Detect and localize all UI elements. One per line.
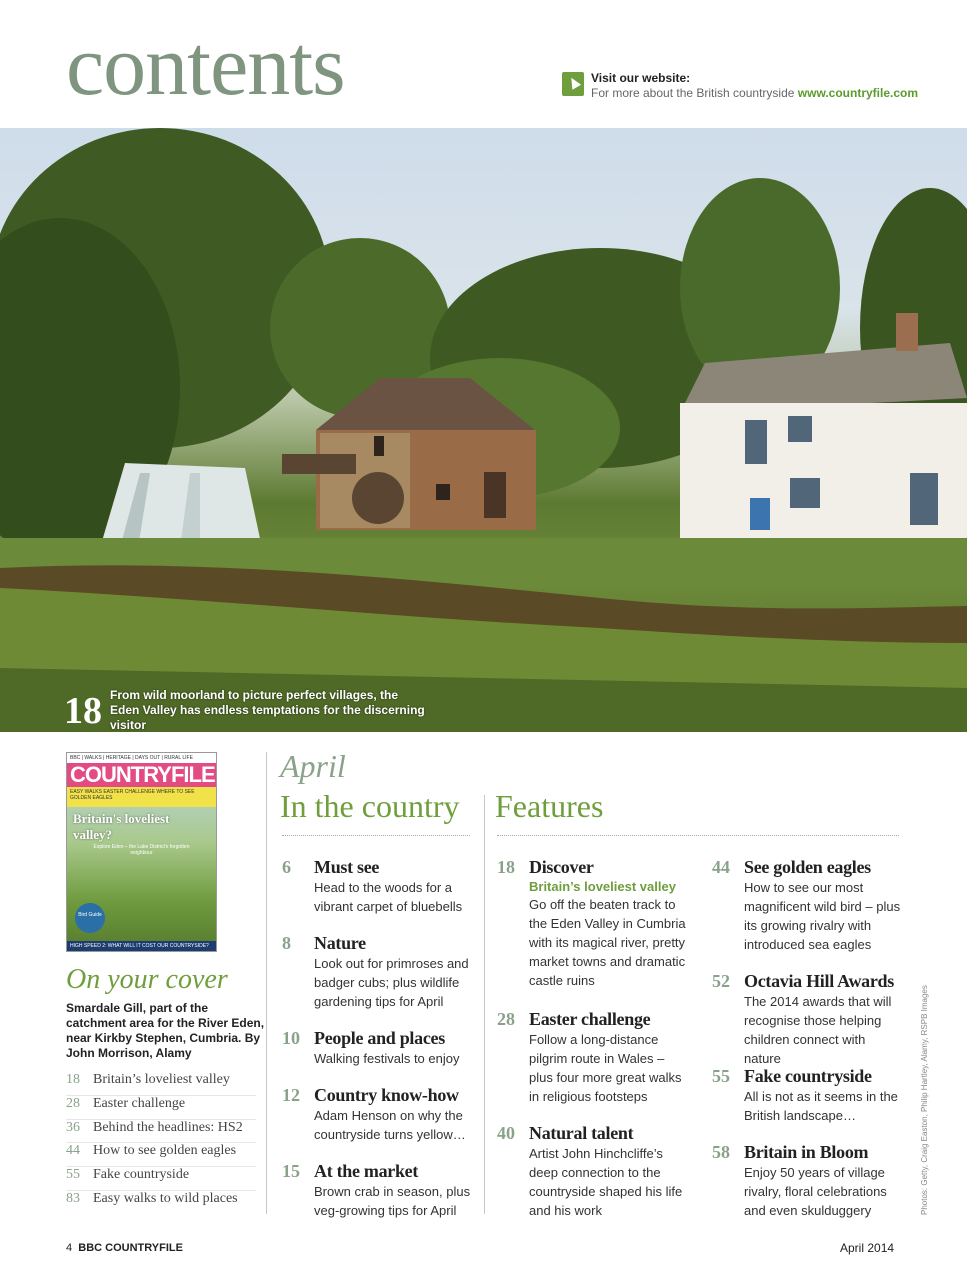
list-item-title: How to see golden eagles — [93, 1143, 237, 1159]
entry-title: See golden eagles — [744, 857, 871, 877]
list-item-title: Easter challenge — [93, 1095, 186, 1111]
website-desc: For more about the British countryside — [591, 86, 795, 100]
entry-title: Easter challenge — [529, 1009, 651, 1029]
entry-page-number: 10 — [282, 1028, 300, 1048]
website-promo[interactable] — [562, 71, 918, 101]
list-item[interactable] — [66, 1096, 256, 1120]
entry-page-number: 28 — [497, 1009, 515, 1029]
entry-page-number: 18 — [497, 857, 515, 877]
contents-entry[interactable] — [282, 856, 474, 916]
website-url[interactable]: www.countryfile.com — [797, 86, 919, 100]
entry-description: Brown crab in season, plus veg-growing tips for April — [314, 1184, 471, 1218]
column-divider — [266, 752, 267, 1214]
cover-headline: Britain's loveliest valley? — [73, 811, 170, 842]
cover-logo: COUNTRYFILE — [67, 763, 216, 787]
entry-title: Nature — [314, 933, 366, 953]
entry-title: Must see — [314, 857, 380, 877]
page-number: 4 — [66, 1242, 73, 1254]
contents-entry[interactable] — [282, 1084, 474, 1144]
entry-title: Fake countryside — [744, 1066, 872, 1086]
cover-strip: EASY WALKS EASTER CHALLENGE WHERE TO SEE GOLDEN EAGLES — [67, 787, 216, 807]
issue-month: April — [280, 748, 346, 784]
on-your-cover-title: On your cover — [66, 964, 228, 995]
list-item[interactable] — [66, 1143, 256, 1167]
entry-description: Head to the woods for a vibrant carpet of bluebells — [314, 880, 463, 914]
photo-credit: Photos: Getty, Craig Easton, Philip Hartley, Alamy, RSPB Images — [920, 985, 929, 1215]
website-title: Visit our website: — [591, 71, 691, 85]
cover-top-strip: BBC | WALKS | HERITAGE | DAYS OUT | RURAL LIFE — [67, 753, 216, 763]
contents-entry[interactable] — [282, 932, 474, 1011]
section-rule — [497, 835, 899, 836]
column-divider — [484, 795, 485, 1214]
entry-description: Enjoy 50 years of village rivalry, floral celebrations and even skulduggery — [744, 1165, 887, 1218]
entry-page-number: 58 — [712, 1142, 730, 1162]
hero-photo — [0, 128, 967, 732]
list-item[interactable] — [66, 1072, 256, 1096]
contents-entry[interactable] — [282, 1027, 474, 1068]
entry-description: Adam Henson on why the countryside turns yellow… — [314, 1108, 466, 1142]
list-item-number: 36 — [66, 1119, 80, 1135]
contents-entry[interactable] — [497, 1008, 689, 1106]
contents-entry[interactable] — [712, 1141, 904, 1220]
contents-entry[interactable] — [712, 1065, 904, 1125]
entry-description: The 2014 awards that will recognise those helping children connect with nature — [744, 994, 892, 1066]
page-title: contents — [66, 17, 345, 113]
entry-description: Artist John Hinchcliffe’s deep connection to the countryside shaped his life and his work — [529, 1146, 683, 1218]
list-item-title: Easy walks to wild places — [93, 1190, 238, 1206]
issue-date: April 2014 — [840, 1241, 895, 1255]
entry-description: All is not as it seems in the British landscape… — [744, 1089, 898, 1123]
entry-page-number: 6 — [282, 857, 291, 877]
entry-title: Britain in Bloom — [744, 1142, 869, 1162]
contents-entry[interactable] — [712, 970, 904, 1068]
cover-badge: Bird Guide — [75, 903, 105, 933]
entry-page-number: 15 — [282, 1161, 300, 1181]
list-item[interactable] — [66, 1120, 256, 1144]
cover-subhead: Explore Eden – the Lake District's forgotten neighbour — [93, 844, 190, 856]
entry-page-number: 44 — [712, 857, 730, 877]
entry-description: Go off the beaten track to the Eden Valley in Cumbria with its magical river, pretty market towns and dramatic castle ruins — [529, 897, 686, 988]
list-item-title: Britain’s loveliest valley — [93, 1072, 230, 1087]
footer-left — [66, 1242, 183, 1254]
list-item-title: Behind the headlines: HS2 — [93, 1119, 243, 1135]
list-item-number: 83 — [66, 1190, 80, 1206]
list-item-number: 44 — [66, 1143, 80, 1159]
entry-title: Octavia Hill Awards — [744, 971, 894, 991]
entry-description: Walking festivals to enjoy — [314, 1051, 460, 1066]
contents-entry[interactable] — [497, 1122, 689, 1220]
entry-title: Natural talent — [529, 1123, 634, 1143]
entry-page-number: 52 — [712, 971, 730, 991]
list-item-number: 55 — [66, 1167, 80, 1183]
cover-list — [66, 1072, 256, 1215]
entry-title: Discover — [529, 857, 594, 877]
contents-entry[interactable] — [712, 856, 904, 954]
section-title-features: Features — [495, 788, 604, 824]
list-item[interactable] — [66, 1167, 256, 1191]
entry-page-number: 55 — [712, 1066, 730, 1086]
caption-text: From wild moorland to picture perfect villages, the Eden Valley has endless temptations for the discerning visitor — [110, 688, 425, 732]
cursor-icon — [562, 72, 584, 96]
cover-bottom-strip: HIGH SPEED 2: WHAT WILL IT COST OUR COUNTRYSIDE? — [67, 941, 216, 951]
list-item-number: 18 — [66, 1072, 80, 1087]
entry-description: Look out for primroses and badger cubs; plus wildlife gardening tips for April — [314, 956, 469, 1009]
contents-entry[interactable] — [497, 856, 689, 990]
entry-description: How to see our most magnificent wild bird – plus its growing rivalry with introduced sea eagles — [744, 880, 901, 952]
eden-valley-illustration — [0, 128, 967, 732]
caption-page-number[interactable]: 18 — [64, 689, 102, 732]
entry-page-number: 40 — [497, 1123, 515, 1143]
entry-page-number: 12 — [282, 1085, 300, 1105]
cover-thumbnail — [66, 752, 217, 952]
entry-page-number: 8 — [282, 933, 291, 953]
list-item-title: Fake countryside — [93, 1167, 190, 1183]
entry-title: Country know-how — [314, 1085, 459, 1105]
section-title-in-the-country: In the country — [280, 788, 460, 824]
on-your-cover-description: Smardale Gill, part of the catchment area for the River Eden, near Kirkby Stephen, Cumbria. By John Morrison, Alamy — [66, 1001, 265, 1060]
list-item[interactable] — [66, 1191, 256, 1215]
hero-caption — [64, 688, 430, 733]
entry-title: At the market — [314, 1161, 419, 1181]
entry-subtitle: Britain’s loveliest valley — [529, 879, 676, 894]
section-rule — [282, 835, 470, 836]
entry-title: People and places — [314, 1028, 445, 1048]
entry-description: Follow a long-distance pilgrim route in Wales – plus four more great walks in religious footsteps — [529, 1032, 682, 1104]
publication-name: BBC COUNTRYFILE — [78, 1242, 183, 1254]
contents-entry[interactable] — [282, 1160, 474, 1220]
list-item-number: 28 — [66, 1095, 80, 1111]
